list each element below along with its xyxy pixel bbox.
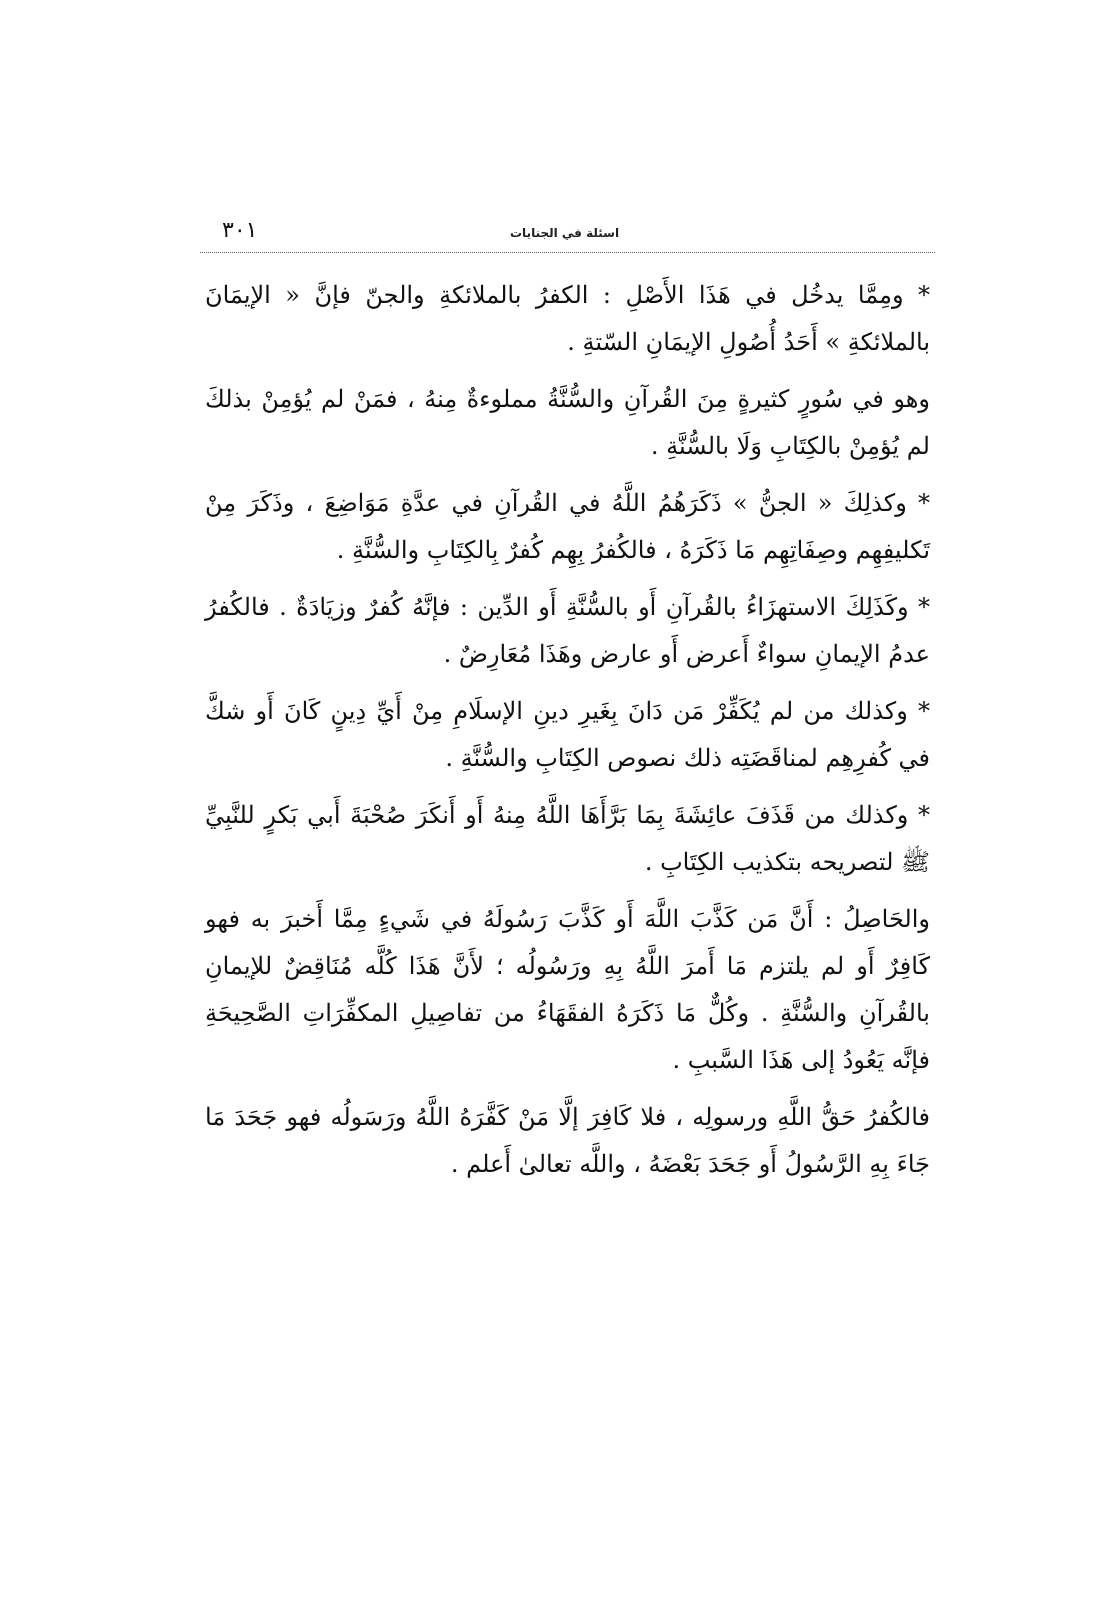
page-header [200, 218, 935, 258]
paragraph-jinn: * وكذلِكَ « الجنُّ » ذَكَرَهُمُ اللَّهُ في القُرآنِ في عدَّةِ مَوَاضِعَ ، وذَكَرَ مِنْ تَكليفِهِم وصِفَاتِهِم مَا ذَكَرَهُ ، فالكُفرُ بِهِم كُفرٌ بِالكِتَابِ والسُّنَّةِ . [205, 489, 930, 564]
paragraph-aisha: * وكذلك من قَذَفَ عائِشَةَ بِمَا بَرَّأَهَا اللَّهُ مِنهُ أَو أَنكَرَ صُحْبَةَ أَبي بَكرٍ للنَّبِيِّ ﷺ لتصريحه بتكذيب الكِتَابِ . [205, 801, 930, 876]
paragraph-conclusion: والحَاصِلُ : أَنَّ مَن كَذَّبَ اللَّهَ أَو كَذَّبَ رَسُولَهُ في شَيءٍ مِمَّا أَخبرَ به فهو كَافِرٌ أَو لم يلتزم مَا أَمرَ اللَّهُ بِهِ ورَسُولُه ؛ لأَنَّ هَذَا كُلَّه مُنَاقِضٌ للإيمانِ بالقُرآنِ والسُّنَّةِ . وكُلٌّ مَا ذَكَرَهُ الفقَهَاءُ من تفاصِيلِ المكفِّرَاتِ الصَّحِيحَةِ فإنَّه يَعُودُ إلى هَذَا السَّببِ . [205, 905, 930, 1074]
paragraph-other-religions: * وكذلك من لم يُكَفِّرْ مَن دَانَ بِغَيرِ دينِ الإسلَامِ مِنْ أَيِّ دِينٍ كَانَ أَو شكَّ في كُفرِهِم لمناقَضَتِه ذلك نصوص الكِتَابِ والسُّنَّةِ . [205, 697, 930, 772]
running-title: اسئلة في الجنايات [510, 226, 620, 240]
paragraph-mockery: * وكَذَلِكَ الاستهزَاءُ بالقُرآنِ أَو بالسُّنَّةِ أَو الدِّين : فإنَّهُ كُفرٌ وزيَادَةٌ . فالكُفرُ عدمُ الإيمانِ سواءٌ أَعرض أَو عارض وهَذَا مُعَارِضٌ . [205, 593, 930, 668]
paragraph-final: فالكُفرُ حَقُّ اللَّهِ ورسولِه ، فلا كَافِرَ إلَّا مَنْ كَفَّرَهُ اللَّهُ ورَسَولُه فهو جَحَدَ مَا جَاءَ بِهِ الرَّسُولُ أَو جَحَدَ بَعْضَهُ ، واللَّه تعالىٰ أَعلم . [205, 1103, 930, 1178]
paragraph-angels-jinn: * ومِمَّا يدخُل في هَذَا الأَصْلِ : الكفرُ بالملائكةِ والجنّ فإنَّ « الإيمَانَ بالملائكةِ » أَحَدُ أُصُولِ الإيمَانِ السّتةِ . [205, 281, 930, 356]
page-number: ٣٠١ [222, 218, 258, 243]
paragraph-quran-sunnah: وهو في سُورٍ كثيرةٍ مِنَ القُرآنِ والسُّنَّةُ مملوءةٌ مِنهُ ، فمَنْ لم يُؤمِنْ بذلكَ لم يُؤمِنْ بالكِتَابِ وَلَا بالسُّنَّةِ . [205, 385, 930, 460]
header-rule [200, 252, 935, 253]
body-text [205, 272, 930, 1188]
